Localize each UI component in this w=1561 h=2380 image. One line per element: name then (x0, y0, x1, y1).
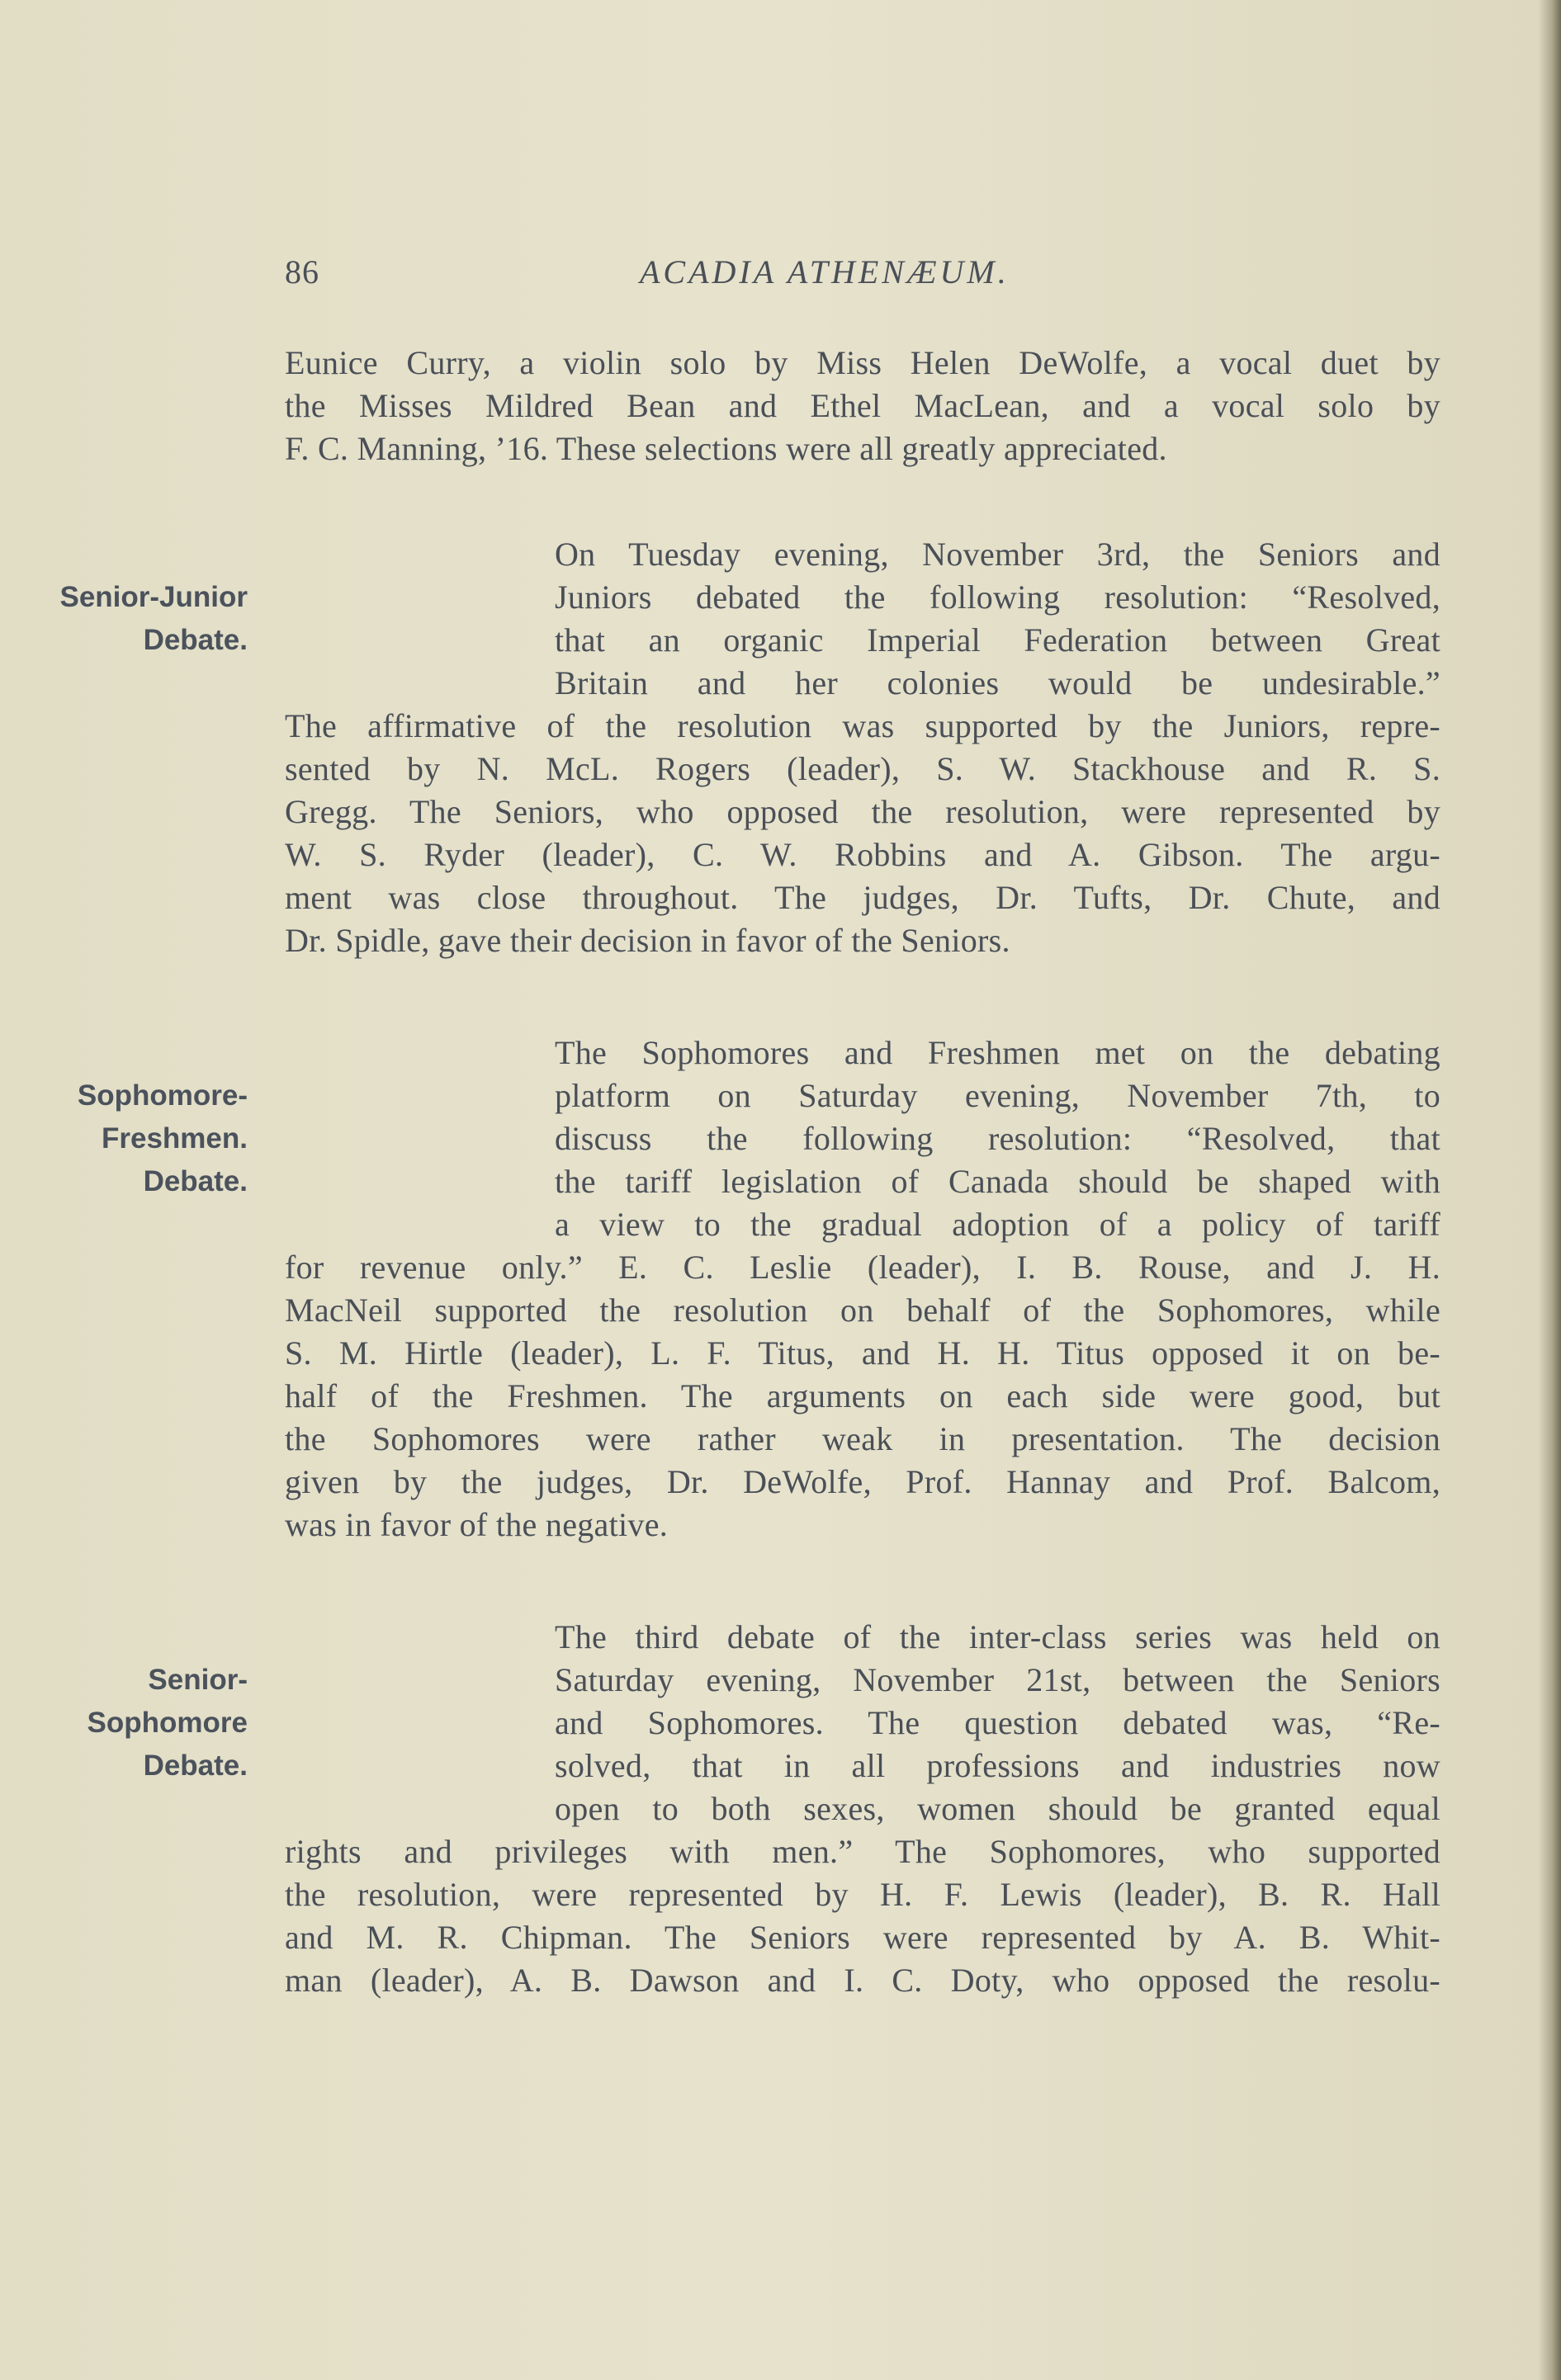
text-line: The affirmative of the resolution was supported by the Juniors, repre- (285, 707, 1440, 744)
text-line: W. S. Ryder (leader), C. W. Robbins and A. Gibson. The argu- (285, 836, 1440, 873)
side-heading-sophomore-freshmen: Sophomore- Freshmen. Debate. (77, 1079, 248, 1197)
side-heading-senior-sophomore: Senior- Sophomore Debate. (87, 1664, 248, 1782)
text-line: platform on Saturday evening, November 7th, to (555, 1077, 1440, 1114)
text-line: and M. R. Chipman. The Seniors were represented by A. B. Whit- (285, 1919, 1440, 1956)
text-line: given by the judges, Dr. DeWolfe, Prof. Hannay and Prof. Balcom, (285, 1463, 1440, 1500)
section-senior-sophomore-debate (285, 1616, 1440, 2002)
text-line: ment was close throughout. The judges, Dr. Tufts, Dr. Chute, and (285, 879, 1440, 916)
text-line: was in favor of the negative. (285, 1506, 669, 1543)
intro-paragraph (285, 342, 1440, 470)
text-line: Gregg. The Seniors, who opposed the resolution, were represented by (285, 793, 1440, 830)
text-line: a view to the gradual adoption of a policy of tariff (555, 1206, 1440, 1243)
text-line: and Sophomores. The question debated was, “Re- (555, 1704, 1440, 1741)
text-line: Dr. Spidle, gave their decision in favor of the Seniors. (285, 922, 1010, 959)
text-line: S. M. Hirtle (leader), L. F. Titus, and H. H. Titus opposed it on be- (285, 1334, 1440, 1372)
text-line: The Sophomores and Freshmen met on the debating (555, 1034, 1440, 1071)
text-line: for revenue only.” E. C. Leslie (leader), I. B. Rouse, and J. H. (285, 1249, 1440, 1286)
page-number: 86 (285, 253, 319, 290)
text-line: Saturday evening, November 21st, between the Seniors (555, 1661, 1440, 1698)
text-line: the Misses Mildred Bean and Ethel MacLean, and a vocal solo by (285, 387, 1440, 424)
text-line: half of the Freshmen. The arguments on each side were good, but (285, 1377, 1440, 1414)
text-line: F. C. Manning, ’16. These selections were all greatly appreciated. (285, 430, 1167, 467)
text-line: the Sophomores were rather weak in presentation. The decision (285, 1420, 1440, 1457)
section-senior-junior-debate (285, 533, 1440, 962)
text-line: Juniors debated the following resolution: “Resolved, (555, 578, 1440, 616)
text-line: discuss the following resolution: “Resolved, that (555, 1120, 1440, 1157)
text-line: sented by N. McL. Rogers (leader), S. W. Stackhouse and R. S. (285, 750, 1440, 787)
page-edge-shadow (1538, 0, 1561, 2380)
text-line: the resolution, were represented by H. F. Lewis (leader), B. R. Hall (285, 1876, 1440, 1913)
side-heading-senior-junior: Senior-Junior Debate. (59, 581, 248, 656)
text-line: MacNeil supported the resolution on behalf of the Sophomores, while (285, 1292, 1440, 1329)
section-sophomore-freshmen-debate (285, 1032, 1440, 1547)
text-line: solved, that in all professions and industries now (555, 1747, 1440, 1784)
text-line: On Tuesday evening, November 3rd, the Seniors and (555, 536, 1440, 573)
running-title: ACADIA ATHENÆUM. (640, 253, 1010, 290)
text-line: Eunice Curry, a violin solo by Miss Helen DeWolfe, a vocal duet by (285, 344, 1440, 381)
text-line: rights and privileges with men.” The Sophomores, who supported (285, 1833, 1440, 1870)
text-line: that an organic Imperial Federation between Great (555, 621, 1440, 659)
text-line: the tariff legislation of Canada should be shaped with (555, 1163, 1440, 1200)
page-header (285, 253, 1440, 302)
text-line: The third debate of the inter-class series was held on (555, 1618, 1440, 1655)
text-line: Britain and her colonies would be undesirable.” (555, 664, 1440, 701)
text-line: man (leader), A. B. Dawson and I. C. Doty, who opposed the resolu- (285, 1962, 1440, 1999)
text-line: open to both sexes, women should be granted equal (555, 1790, 1440, 1827)
